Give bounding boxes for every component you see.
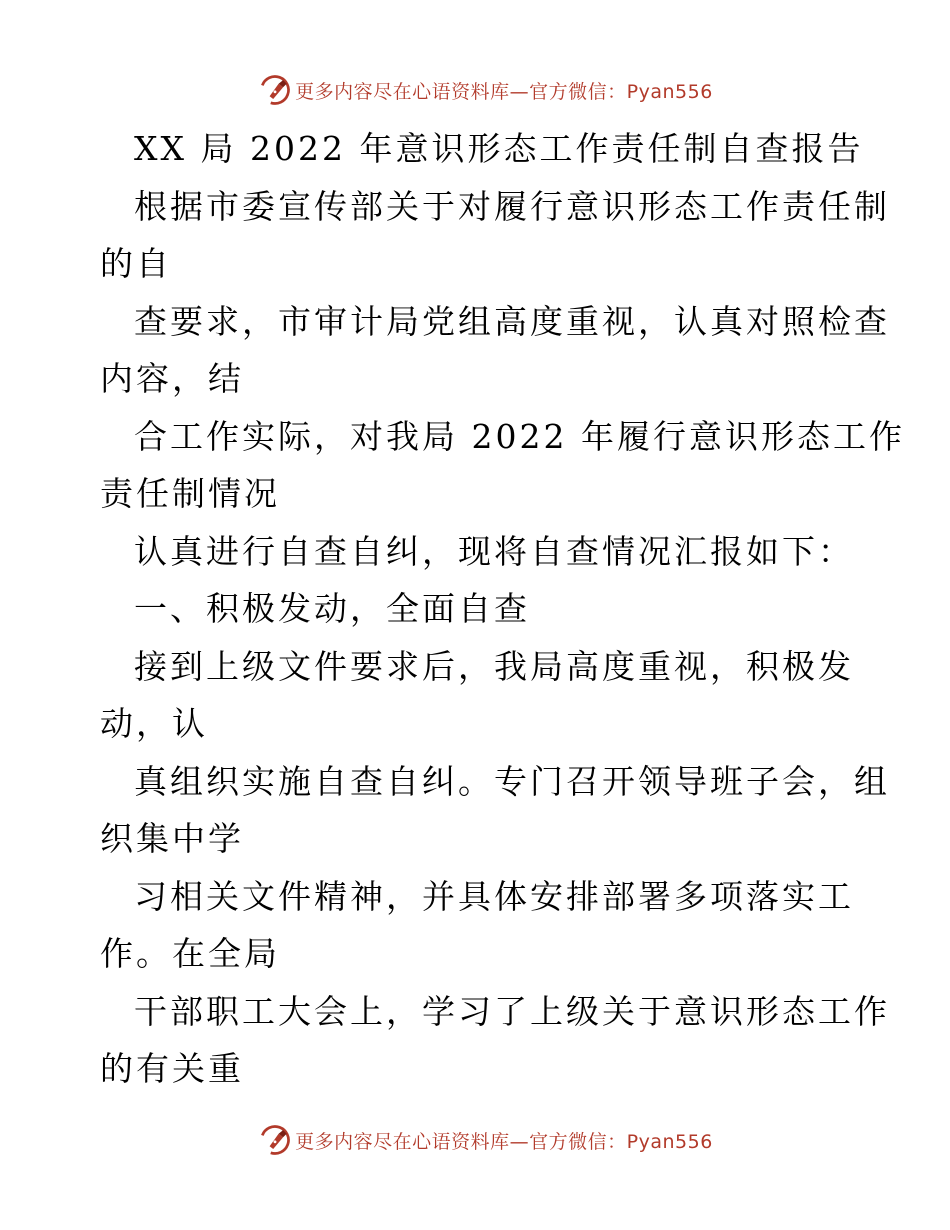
paragraph-line: 合工作实际，对我局 2022 年履行意识形态工作 (134, 416, 905, 456)
document-body (100, 120, 905, 1098)
paragraph-line: 习相关文件精神，并具体安排部署多项落实工 (134, 876, 854, 916)
paragraph-line: 真组织实施自查自纠。专门召开领导班子会，组 (134, 761, 890, 801)
paragraph-line: 干部职工大会上，学习了上级关于意识形态工作 (134, 991, 890, 1031)
paragraph-line: 根据市委宣传部关于对履行意识形态工作责任制 (134, 186, 890, 226)
pen-nib-logo-icon (257, 1122, 293, 1158)
document-title: XX 局 2022 年意识形态工作责任制自查报告 (134, 129, 864, 168)
header-banner (0, 70, 950, 110)
footer-banner (0, 1120, 950, 1160)
paragraph-line: 接到上级文件要求后，我局高度重视，积极发 (134, 646, 854, 686)
banner-text: 更多内容尽在心语资料库—官方微信：Pyan556 (295, 1130, 713, 1153)
pen-nib-logo-icon (257, 72, 293, 108)
paragraph-line: 动，认 (100, 704, 208, 743)
paragraph-line: 的自 (100, 244, 172, 283)
paragraph-line: 一、积极发动，全面自查 (134, 589, 530, 628)
banner-text: 更多内容尽在心语资料库—官方微信：Pyan556 (295, 80, 713, 103)
paragraph-line: 查要求，市审计局党组高度重视，认真对照检查 (134, 301, 890, 341)
paragraph-line: 的有关重 (100, 1049, 244, 1088)
paragraph-line: 责任制情况 (100, 474, 280, 513)
paragraph-line: 织集中学 (100, 819, 244, 858)
paragraph-line: 内容，结 (100, 359, 244, 398)
paragraph-line: 认真进行自查自纠，现将自查情况汇报如下： (134, 531, 854, 571)
paragraph-line: 作。在全局 (100, 934, 280, 973)
